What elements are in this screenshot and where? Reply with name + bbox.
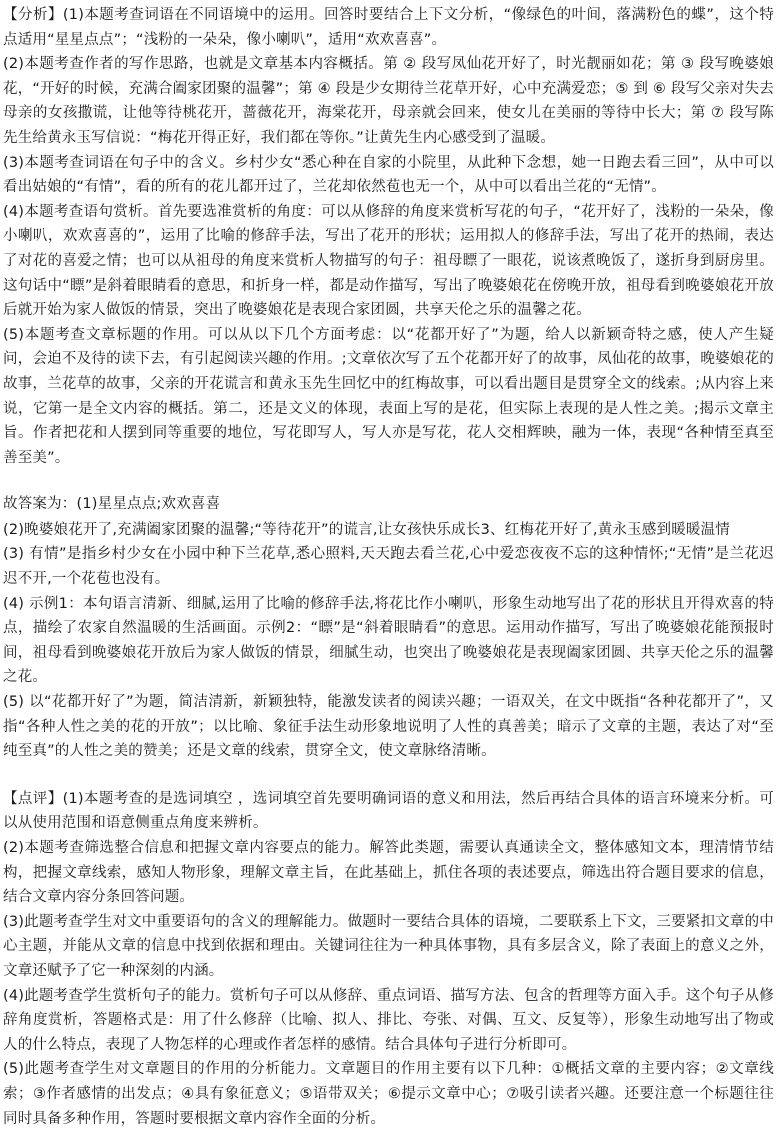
analysis-paragraph-5: (5)本题考查文章标题的作用。可以从以下几个方面考虑：以“花都开好了”为题，给人以新颖奇特之感，使人产生疑问，会迫不及待的读下去，有引起阅读兴趣的作用。;文章依次写了五个花都开好了的故事，凤仙花的故事，晚婆娘花的故事，兰花草的故事，父亲的开花谎言和黄永玉先生回忆中的红梅故事，可以看出题目是贯穿全文的线索。;从内容上来说，它第一是全文内容的概括。第二，还是文义的体现，表面上写的是花，但实际上表现的是人性之美。;揭示文章主旨。作者把花和人摆到同等重要的地位，写花即写人，写人亦是写花，花人交相辉映，融为一体，表现“各种情至真至善至美”。 (3, 326, 774, 466)
analysis-paragraph-4: (4)本题考查语句赏析。首先要选准赏析的角度：可以从修辞的角度来赏析写花的句子，“花开好了，浅粉的一朵朵，像小喇叭，欢欢喜喜的”，运用了比喻的修辞手法，写出了花开的形状；运用拟人的修辞手法，写出了花开的热闹，表达了对花的喜爱之情；也可以从祖母的角度来赏析人物描写的句子：祖母瞟了一眼花，说该煮晚饭了，遂折身到厨房里。这句话中“瞟”是斜着眼睛看的意思，和折身一样，都是动作描写，写出了晚婆娘花在傍晚开放，祖母看到晚婆娘花开放后就开始为家人做饭的情景，突出了晚婆娘花是表现合家团圆，共享天伦之乐的温馨之花。 (3, 203, 774, 319)
analysis-section (3, 3, 774, 470)
comment-paragraph-3: (3)此题考查学生对文中重要语句的含义的理解能力。做题时一要结合具体的语境，二要联系上下文，三要紧扣文章的中心主题，并能从文章的信息中找到依据和理由。关键词往往为一种具体事物，具有多层含义，除了表面上的意义之外，文章还赋予了它一种深刻的内涵。 (3, 913, 774, 979)
answer-paragraph-4: (4) 示例1：本句语言清新、细腻,运用了比喻的修辞手法,将花比作小喇叭，形象生动地写出了花的形状且开得欢喜的特点，描绘了农家自然温暖的生活画面。示例2：“瞟”是“斜着眼睛看”的意思。运用动作描写，写出了晚婆娘花能预报时间，祖母看到晚婆娘花开放后为家人做饭的情景，细腻生动，也突出了晚婆娘花是表现阖家团圆、共享天伦之乐的温馨之花。 (3, 595, 774, 686)
answer-paragraph-3: (3) 有情”是指乡村少女在小园中种下兰花草,悉心照料,天天跑去看兰花,心中爱恋夜夜不忘的这种情怀;“无情”是兰花迟迟不开,一个花苞也没有。 (3, 546, 774, 588)
comment-paragraph-4: (4)此题考查学生赏析句子的能力。赏析句子可以从修辞、重点词语、描写方法、包含的哲理等方面入手。这个句子从修辞角度赏析，答题格式是：用了什么修辞（比喻、拟人、排比、夸张、对偶、互文、反复等），形象生动地写出了物或人的什么特点，表现了人物怎样的心理或作者怎样的感情。结合具体句子进行分析即可。 (3, 987, 774, 1053)
comment-paragraph-1: 【点评】(1)本题考查的是选词填空 ，选词填空首先要明确词语的意义和用法，然后再结合具体的语言环境来分析。可以从使用范围和语意侧重点角度来辨析。 (3, 790, 774, 832)
answer-paragraph-2: (2)晚婆娘花开了,充满阖家团聚的温馨;“等待花开”的谎言,让女孩快乐成长3、红梅花开好了,黄永玉感到暖暖温情 (3, 521, 730, 538)
comment-paragraph-5: (5)此题考查学生对文章题目的作用的分析能力。文章题目的作用主要有以下几种：①概括文章的主要内容；②文章线索；③作者感情的出发点；④具有象征意义；⑤语带双关；⑥提示文章中心；⑦吸引读者兴趣。还要注意一个标题往往同时具备多种作用，答题时要根据文章内容作全面的分析。 (3, 1061, 774, 1127)
answers-title: 故答案为：(1)星星点点;欢欢喜喜 (3, 496, 221, 513)
answers-section (3, 492, 774, 764)
analysis-paragraph-1: 【分析】(1)本题考查词语在不同语境中的运用。回答时要结合上下文分析，“像绿色的叶间，落满粉色的蝶”，这个特点适用“星星点点”；“浅粉的一朵朵，像小喇叭”，适用“欢欢喜喜”。 (3, 7, 774, 48)
answer-paragraph-5: (5) 以“花都开好了”为题，简洁清新，新颖独特，能激发读者的阅读兴趣；一语双关，在文中既指“各种花都开了”，又指“各种人性之美的花的开放”；以比喻、象征手法生动形象地说明了人性的真善美；暗示了文章的主题，表达了对“至纯至真”的人性之美的赞美；还是文章的线索，贯穿全文，使文章脉络清晰。 (3, 694, 774, 760)
analysis-paragraph-2: (2)本题考查作者的写作思路，也就是文章基本内容概括。第 ② 段写凤仙花开好了，时光靓丽如花；第 ③ 段写晚婆娘花，“开好的时候，充满合阖家团聚的温馨”；第 ④ 段是少女期待兰花草开好，心中充满爱恋；⑤ 到 ⑥ 段写父亲对失去母亲的女孩撒谎，让他等待桃花开，蔷薇花开，海棠花开，母亲就会回来，使女儿在美丽的等待中长大；第 ⑦ 段写陈先生给黄永玉写信说：“梅花开得正好，我们都在等你。”让黄先生内心感受到了温暖。 (3, 56, 774, 146)
comment-section (3, 787, 774, 1131)
analysis-paragraph-3: (3)本题考查词语在句子中的含义。乡村少女“悉心种在自家的小院里，从此种下念想，她一日跑去看三回”，从中可以看出姑娘的“有情”，看的所有的花儿都开过了，兰花却依然苞也无一个，从中可以看出兰花的“无情”。 (3, 154, 774, 196)
comment-paragraph-2: (2)本题考查筛选整合信息和把握文章内容要点的能力。解答此类题，需要认真通读全文，整体感知文本，理清情节结构，把握文章线索，感知人物形象，理解文章主旨，在此基础上，抓住各项的表述要点，筛选出符合题目要求的信息，结合文章内容分条回答问题。 (3, 840, 774, 906)
